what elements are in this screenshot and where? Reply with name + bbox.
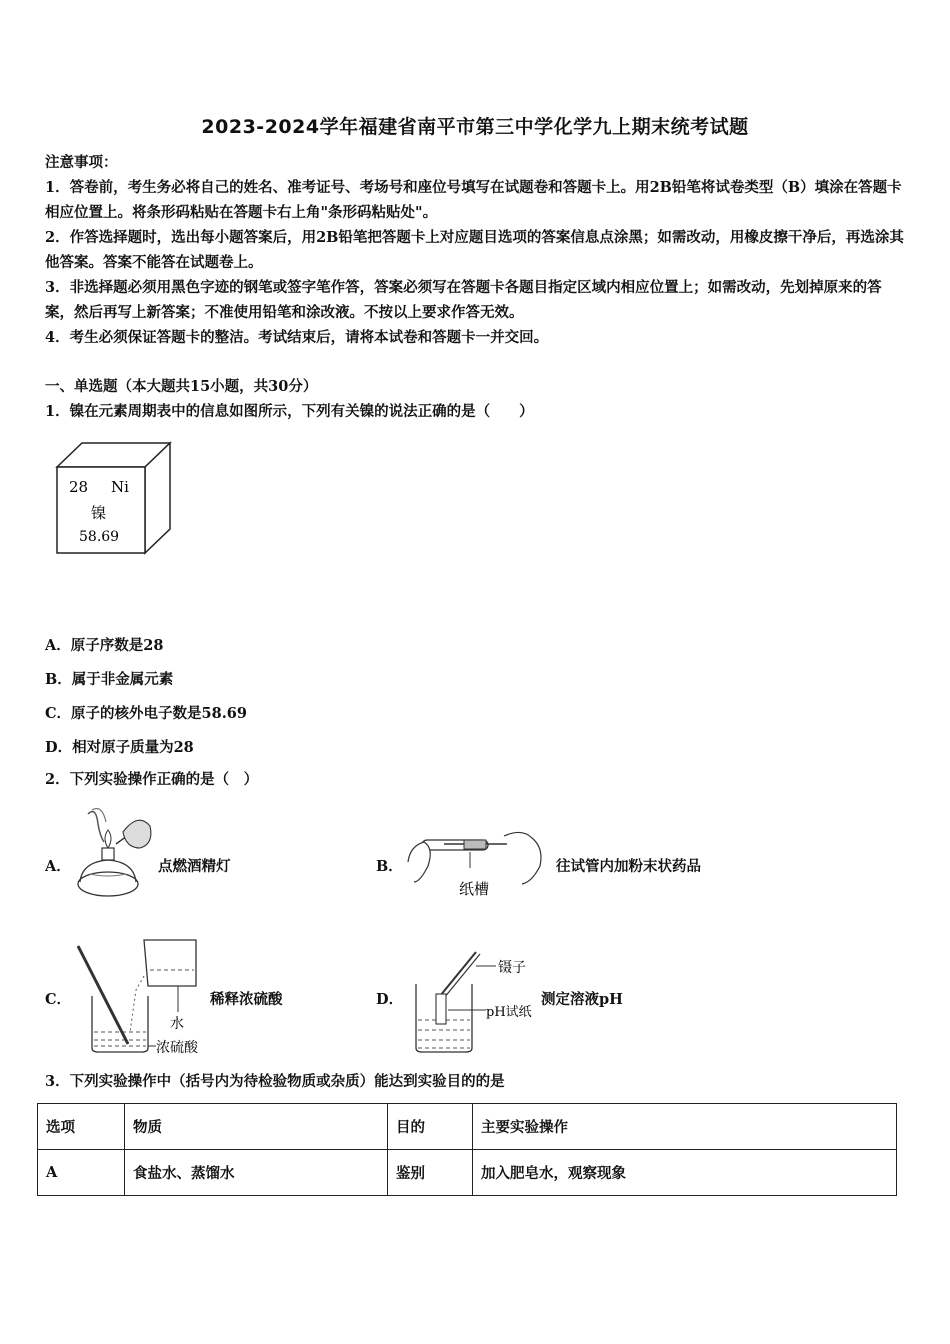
ph-test-figure	[404, 948, 544, 1058]
q2-option-b-text: 往试管内加粉末状药品	[556, 858, 701, 875]
q2-option-c-text: 稀释浓硫酸	[210, 991, 283, 1008]
q3-table	[37, 1103, 897, 1196]
q1-option-d: D．相对原子质量为28	[45, 739, 194, 756]
note-item: 3．非选择题必须用黑色字迹的钢笔或签字笔作答，答案必须写在答题卡各题目指定区域内相应位置上；如需改动，先划掉原来的答案，然后再写上新答案；不准使用铅笔和涂改液。不按以上要求作答无效。	[45, 279, 882, 321]
q2-option-b-letter: B．	[376, 858, 403, 875]
note-item: 4．考生必须保证答题卡的整洁。考试结束后，请将本试卷和答题卡一并交回。	[45, 329, 549, 346]
q1-option-a: A．原子序数是28	[45, 637, 164, 654]
q2-option-c-letter: C．	[45, 991, 72, 1008]
table-header-cell: 选项	[38, 1104, 125, 1150]
element-card-figure	[55, 441, 175, 557]
note-item: 2．作答选择题时，选出每小题答案后，用2B铅笔把答题卡上对应题目选项的答案信息点涂黑；如需改动，用橡皮擦干净后，再选涂其他答案。答案不能答在试题卷上。	[45, 229, 904, 271]
note-item: 1．答卷前，考生务必将自己的姓名、准考证号、考场号和座位号填写在试题卷和答题卡上。用2B铅笔将试卷类型（B）填涂在答题卡相应位置上。将条形码粘贴在答题卡右上角"条形码粘贴处"。	[45, 179, 902, 221]
label-water: 水	[170, 1016, 184, 1032]
element-name: 镍	[91, 504, 107, 522]
q1-option-c: C．原子的核外电子数是58.69	[45, 705, 247, 722]
alcohol-lamp-figure	[68, 804, 158, 904]
q1-option-b: B．属于非金属元素	[45, 671, 174, 688]
q2-option-a-letter: A．	[45, 858, 71, 875]
label-ph-paper: pH试纸	[486, 1005, 532, 1020]
label-tweezers: 镊子	[498, 960, 526, 976]
question-2-stem: 2．下列实验操作正确的是（ ）	[45, 771, 259, 788]
table-cell: 加入肥皂水，观察现象	[473, 1150, 897, 1196]
notes-heading: 注意事项：	[45, 154, 118, 171]
table-cell: 鉴别	[388, 1150, 473, 1196]
table-cell: 食盐水、蒸馏水	[125, 1150, 388, 1196]
table-header-row	[38, 1104, 897, 1150]
element-symbol: Ni	[111, 478, 129, 496]
q2-option-a-text: 点燃酒精灯	[158, 858, 231, 875]
dilute-acid-figure	[70, 936, 210, 1060]
table-header-cell: 物质	[125, 1104, 388, 1150]
q2-option-d-text: 测定溶液pH	[541, 991, 623, 1008]
label-conc-acid: 浓硫酸	[156, 1040, 198, 1056]
element-mass: 58.69	[79, 529, 120, 545]
page-title: 2023-2024学年福建省南平市第三中学化学九上期末统考试题	[201, 116, 749, 138]
q2-option-d-letter: D．	[376, 991, 404, 1008]
table-cell: A	[38, 1150, 125, 1196]
question-1-stem: 1．镍在元素周期表中的信息如图所示，下列有关镍的说法正确的是（ ）	[45, 403, 534, 420]
question-3-stem: 3．下列实验操作中（括号内为待检验物质或杂质）能达到实验目的的是	[45, 1073, 505, 1090]
table-header-cell: 目的	[388, 1104, 473, 1150]
section-heading: 一、单选题（本大题共15小题，共30分）	[45, 378, 318, 395]
table-header-cell: 主要实验操作	[473, 1104, 897, 1150]
label-paper-trough: 纸槽	[459, 880, 490, 898]
notes-block	[45, 150, 905, 350]
element-number: 28	[69, 478, 89, 496]
table-row	[38, 1150, 897, 1196]
paper-trough-figure	[404, 822, 552, 900]
